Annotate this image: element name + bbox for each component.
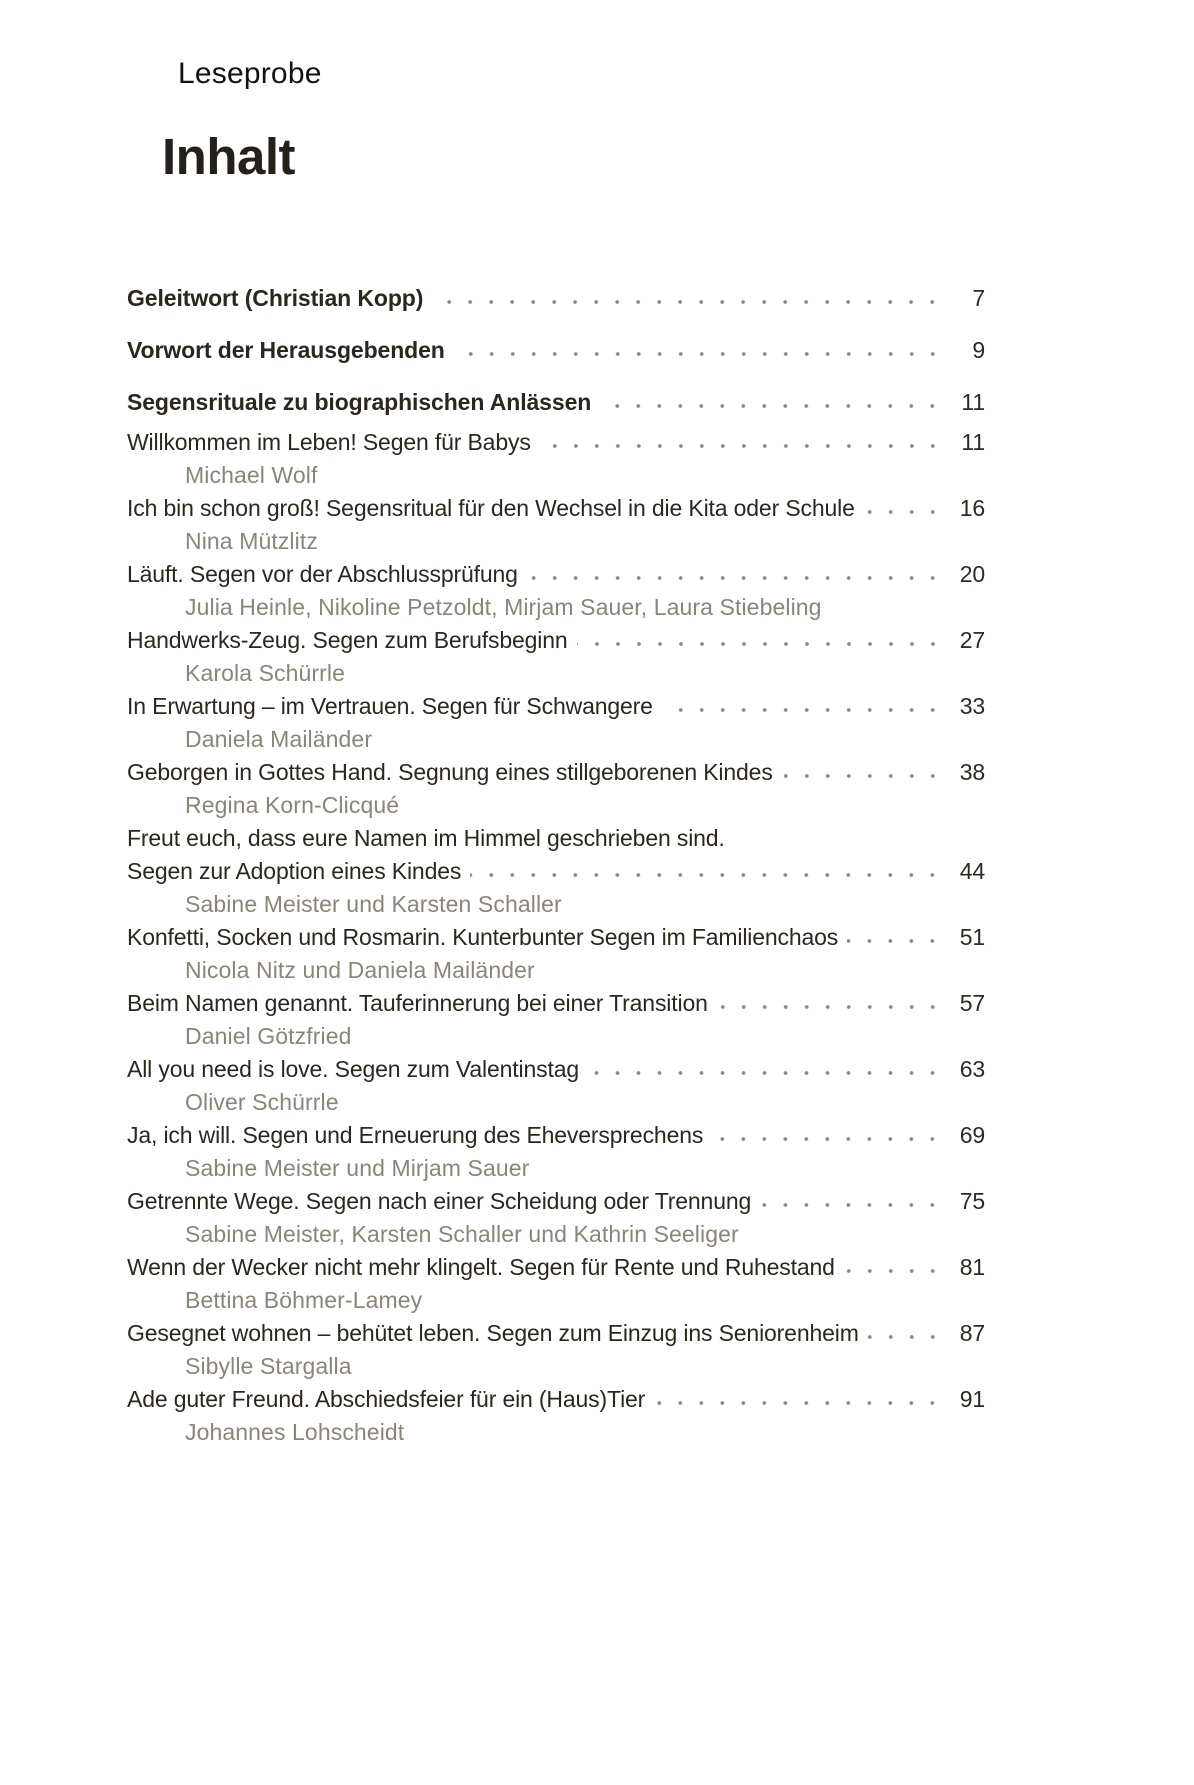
dot-leader — [864, 492, 945, 525]
toc-page-number: 75 — [959, 1188, 985, 1214]
table-of-contents — [127, 282, 985, 1449]
toc-heading-title: Segensrituale zu biographischen Anlässen — [127, 389, 592, 415]
toc-entry-title: Ich bin schon groß! Segensritual für den Wechsel in die Kita oder Schule — [127, 495, 855, 521]
toc-entry-row — [127, 756, 985, 822]
toc-entry-row — [127, 426, 985, 492]
toc-entry-title: Beim Namen genannt. Tauferinnerung bei einer Transition — [127, 990, 708, 1016]
toc-page-number: 38 — [959, 759, 985, 785]
toc-entry-title-line2: Segen zur Adoption eines Kindes — [127, 858, 462, 884]
toc-entry-author: Regina Korn-Clicqué — [185, 792, 400, 818]
toc-page-number: 87 — [959, 1320, 985, 1346]
toc-heading-row — [127, 386, 985, 419]
toc-entry-author: Sabine Meister und Karsten Schaller — [185, 891, 562, 917]
toc-entry-title: Ade guter Freund. Abschiedsfeier für ein (Haus)Tier — [127, 1386, 646, 1412]
toc-entry-author: Sibylle Stargalla — [185, 1353, 352, 1379]
toc-entry-author: Sabine Meister, Karsten Schaller und Kathrin Seeliger — [185, 1221, 739, 1247]
toc-entry-title-line1: Freut euch, dass eure Namen im Himmel geschrieben sind. — [127, 825, 725, 851]
toc-entry-row — [127, 1383, 985, 1449]
toc-entry-author: Oliver Schürrle — [185, 1089, 339, 1115]
dot-leader — [588, 1053, 945, 1086]
dot-leader — [847, 921, 945, 954]
dot-leader — [868, 1317, 945, 1350]
toc-page-number: 33 — [959, 693, 985, 719]
toc-page-number: 11 — [961, 429, 985, 455]
dot-leader — [844, 1251, 945, 1284]
toc-entry-author: Julia Heinle, Nikoline Petzoldt, Mirjam Sauer, Laura Stiebeling — [185, 594, 822, 620]
toc-entry-title: Konfetti, Socken und Rosmarin. Kunterbunter Segen im Familienchaos — [127, 924, 839, 950]
dot-leader — [577, 624, 946, 657]
toc-entry-author: Daniela Mailänder — [185, 726, 373, 752]
toc-entry-title: Ja, ich will. Segen und Erneuerung des Eheversprechens — [127, 1122, 704, 1148]
dot-leader — [760, 1185, 945, 1218]
toc-page-number: 16 — [959, 495, 985, 521]
toc-entry-title: Gesegnet wohnen – behütet leben. Segen zum Einzug ins Seniorenheim — [127, 1320, 859, 1346]
toc-entry-title: Läuft. Segen vor der Abschlussprüfung — [127, 561, 518, 587]
toc-heading-row — [127, 334, 985, 367]
toc-entry-title: Handwerks-Zeug. Segen zum Berufsbeginn — [127, 627, 568, 653]
toc-page-number: 7 — [972, 285, 985, 311]
toc-entry-author: Johannes Lohscheidt — [185, 1419, 405, 1445]
dot-leader — [432, 282, 945, 315]
toc-page-number: 27 — [959, 627, 985, 653]
toc-entry-title: Geborgen in Gottes Hand. Segnung eines stillgeborenen Kindes — [127, 759, 773, 785]
dot-leader — [717, 987, 945, 1020]
toc-page-number: 57 — [959, 990, 985, 1016]
toc-entry-row — [127, 987, 985, 1053]
toc-entry-row — [127, 558, 985, 624]
toc-entry-author: Sabine Meister und Mirjam Sauer — [185, 1155, 530, 1181]
dot-leader — [654, 1383, 945, 1416]
toc-entry-row — [127, 1251, 985, 1317]
dot-leader — [782, 756, 945, 789]
toc-entry-title: All you need is love. Segen zum Valentinstag — [127, 1056, 579, 1082]
toc-page-number: 11 — [961, 389, 985, 415]
toc-entry-row — [127, 492, 985, 558]
leseprobe-label: Leseprobe — [178, 57, 322, 90]
toc-entry-row — [127, 1119, 985, 1185]
toc-entry-row — [127, 822, 985, 921]
dot-leader — [712, 1119, 945, 1152]
toc-entry-author: Nina Mützlitz — [185, 528, 318, 554]
toc-heading-row — [127, 282, 985, 315]
toc-entry-author: Daniel Götzfried — [185, 1023, 352, 1049]
dot-leader — [662, 690, 945, 723]
dot-leader — [470, 855, 945, 888]
toc-page-number: 51 — [959, 924, 985, 950]
toc-page-number: 81 — [959, 1254, 985, 1280]
toc-entry-row — [127, 624, 985, 690]
toc-entry-row — [127, 1053, 985, 1119]
dot-leader — [600, 386, 945, 419]
toc-entry-title: Getrennte Wege. Segen nach einer Scheidung oder Trennung — [127, 1188, 752, 1214]
toc-entry-row — [127, 1317, 985, 1383]
toc-entry-author: Karola Schürrle — [185, 660, 346, 686]
toc-entry-author: Michael Wolf — [185, 462, 318, 488]
toc-entry-author: Bettina Böhmer-Lamey — [185, 1287, 423, 1313]
dot-leader — [540, 426, 945, 459]
toc-entry-title: Willkommen im Leben! Segen für Babys — [127, 429, 531, 455]
dot-leader — [454, 334, 945, 367]
toc-page-number: 91 — [959, 1386, 985, 1412]
toc-page-number: 20 — [959, 561, 985, 587]
toc-entry-title: Wenn der Wecker nicht mehr klingelt. Segen für Rente und Ruhestand — [127, 1254, 835, 1280]
toc-page-number: 44 — [959, 858, 985, 884]
toc-entry-title: In Erwartung – im Vertrauen. Segen für Schwangere — [127, 693, 653, 719]
page-title: Inhalt — [162, 128, 295, 185]
toc-page-number: 9 — [972, 337, 985, 363]
toc-entry-row — [127, 690, 985, 756]
toc-heading-title: Vorwort der Herausgebenden — [127, 337, 445, 363]
toc-page-number: 69 — [959, 1122, 985, 1148]
toc-heading-title: Geleitwort (Christian Kopp) — [127, 285, 424, 311]
dot-leader — [527, 558, 945, 591]
toc-entry-row — [127, 1185, 985, 1251]
toc-page-number: 63 — [959, 1056, 985, 1082]
toc-entry-author: Nicola Nitz und Daniela Mailänder — [185, 957, 535, 983]
toc-entry-row — [127, 921, 985, 987]
